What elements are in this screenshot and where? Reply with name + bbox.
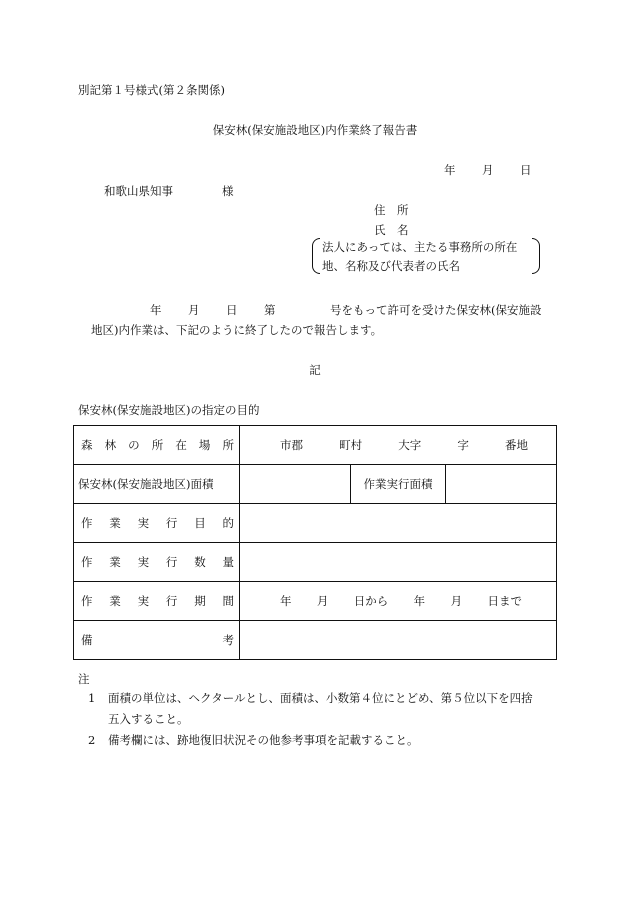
area-input[interactable] bbox=[240, 465, 351, 503]
table-row-forest-location bbox=[74, 426, 557, 465]
date-year: 年 bbox=[444, 163, 456, 177]
note-item-2 bbox=[88, 732, 419, 748]
remarks-value[interactable] bbox=[240, 621, 557, 660]
date-month: 月 bbox=[482, 163, 494, 177]
note-number: 2 bbox=[88, 733, 96, 747]
work-area-label: 作業実行面積 bbox=[351, 465, 446, 503]
work-purpose-label: 作 業 実 行 目 的 bbox=[74, 504, 240, 543]
area-value bbox=[240, 465, 557, 504]
work-purpose-value[interactable] bbox=[240, 504, 557, 543]
purpose-label: 保安林(保安施設地区)の指定の目的 bbox=[78, 403, 260, 417]
table-row-work-period bbox=[74, 582, 557, 621]
address-label: 住 所 bbox=[374, 203, 409, 217]
note-number: 1 bbox=[88, 691, 96, 705]
area-label: 保安林(保安施設地区)面積 bbox=[74, 465, 240, 504]
ki-heading: 記 bbox=[309, 363, 321, 377]
corporate-note-line1: 法人にあっては、主たる事務所の所在 bbox=[322, 240, 518, 254]
date-day: 日 bbox=[520, 163, 532, 177]
work-quantity-value[interactable] bbox=[240, 543, 557, 582]
body-month: 月 bbox=[188, 303, 200, 317]
right-bracket bbox=[532, 238, 540, 274]
report-table bbox=[73, 425, 557, 660]
note-item-1-continued: 五入すること。 bbox=[108, 712, 189, 726]
corporate-note-line2: 地、名称及び代表者の氏名 bbox=[322, 259, 460, 273]
addressee-honorific: 様 bbox=[222, 184, 234, 198]
work-period-value[interactable]: 年 月 日から 年 月 日まで bbox=[240, 582, 557, 621]
body-text-line2: 地区)内作業は、下記のように終了したので報告します。 bbox=[91, 323, 383, 337]
remarks-label: 備 考 bbox=[74, 621, 240, 660]
body-dai: 第 bbox=[264, 303, 276, 317]
name-label: 氏 名 bbox=[374, 223, 409, 237]
table-row-work-quantity bbox=[74, 543, 557, 582]
forest-location-label: 森 林 の 所 在 場 所 bbox=[74, 426, 240, 465]
form-caption: 別記第１号様式(第２条関係) bbox=[78, 83, 225, 97]
addressee-name: 和歌山県知事 bbox=[104, 184, 173, 198]
corporate-note bbox=[312, 238, 540, 274]
forest-location-value[interactable]: 市郡 町村 大字 字 番地 bbox=[240, 426, 557, 465]
document-title: 保安林(保安施設地区)内作業終了報告書 bbox=[212, 123, 418, 137]
note-text: 備考欄には、跡地復旧状況その他参考事項を記載すること。 bbox=[108, 733, 419, 747]
notes-heading: 注 bbox=[78, 672, 90, 686]
table-row-remarks bbox=[74, 621, 557, 660]
work-quantity-label: 作 業 実 行 数 量 bbox=[74, 543, 240, 582]
note-text: 面積の単位は、ヘクタールとし、面積は、小数第４位にとどめ、第５位以下を四捨 bbox=[108, 691, 533, 705]
work-period-label: 作 業 実 行 期 間 bbox=[74, 582, 240, 621]
body-line1-rest: 号をもって許可を受けた保安林(保安施設 bbox=[330, 303, 542, 317]
table-row-work-purpose bbox=[74, 504, 557, 543]
left-bracket bbox=[312, 238, 320, 274]
body-year: 年 bbox=[150, 303, 162, 317]
work-area-input[interactable] bbox=[446, 465, 556, 503]
body-day: 日 bbox=[226, 303, 238, 317]
note-item-1 bbox=[88, 690, 533, 706]
table-row-area bbox=[74, 465, 557, 504]
